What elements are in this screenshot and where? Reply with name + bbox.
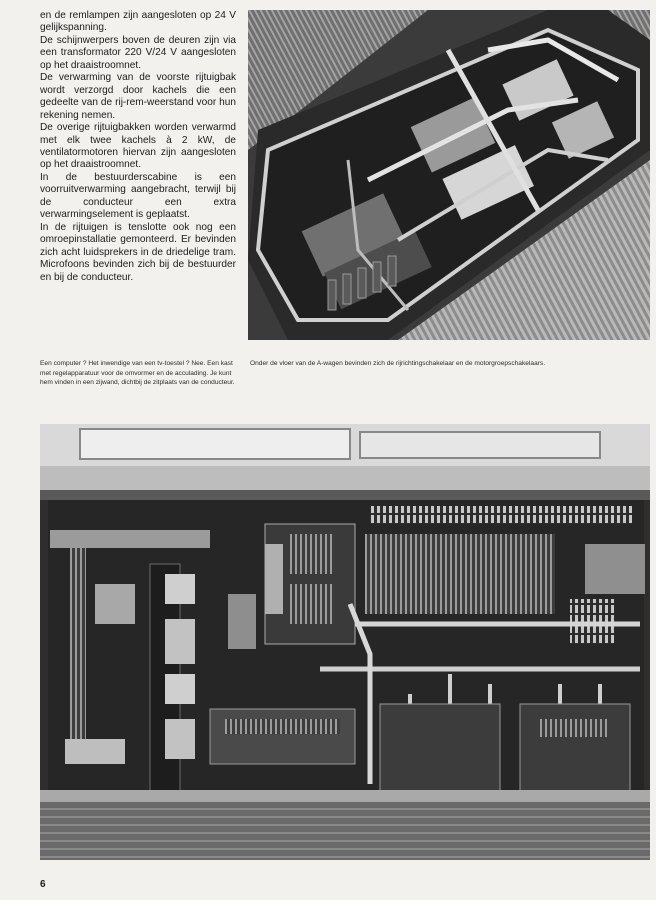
paragraph-4: De overige rijtuigbakken worden verwarmd met elk twee kachels à 2 kW, de ventilatormotoren hiervan zijn aangesloten op het draaistroomnet.: [40, 122, 236, 171]
caption-control-cabinet: Een computer ? Het inwendige van een tv-toestel ? Nee. Een kast met regelapparatuur voor de omvormer en de acculading. Je kunt hem vinden in een zijwand, dichtbij de zitplaats van de conducteur.: [40, 360, 235, 387]
paragraph-6: In de rijtuigen is tenslotte ook nog een omroepinstallatie gemonteerd. Er bevinden zich acht luidsprekers in de driedelige tram. Microfoons bevinden zich bij de bestuurder en bij de conducteur.: [40, 221, 236, 283]
body-text-column: [40, 10, 236, 284]
page-number: 6: [40, 879, 46, 890]
caption-underfloor: Onder de vloer van de A-wagen bevinden zich de rijrichtingschakelaar en de motorgroepschakelaars.: [250, 360, 546, 367]
paragraph-1: en de remlampen zijn aangesloten op 24 V gelijkspanning.: [40, 10, 236, 34]
photo-underfloor-switchgear: [248, 10, 650, 340]
paragraph-2: De schijnwerpers boven de deuren zijn via een transformator 220 V/24 V aangesloten op het draaistroomnet.: [40, 34, 236, 71]
paragraph-5: In de bestuurderscabine is een voorruitverwarming aangebracht, terwijl bij de conducteur een extra verwarmingselement is geplaatst.: [40, 171, 236, 221]
paragraph-3: De verwarming van de voorste rijtuigbak wordt verzorgd door kachels die een gedeelte van de rij-rem-weerstand voor hun rekening nemen.: [40, 72, 236, 121]
photo-control-cabinet: [40, 424, 650, 860]
